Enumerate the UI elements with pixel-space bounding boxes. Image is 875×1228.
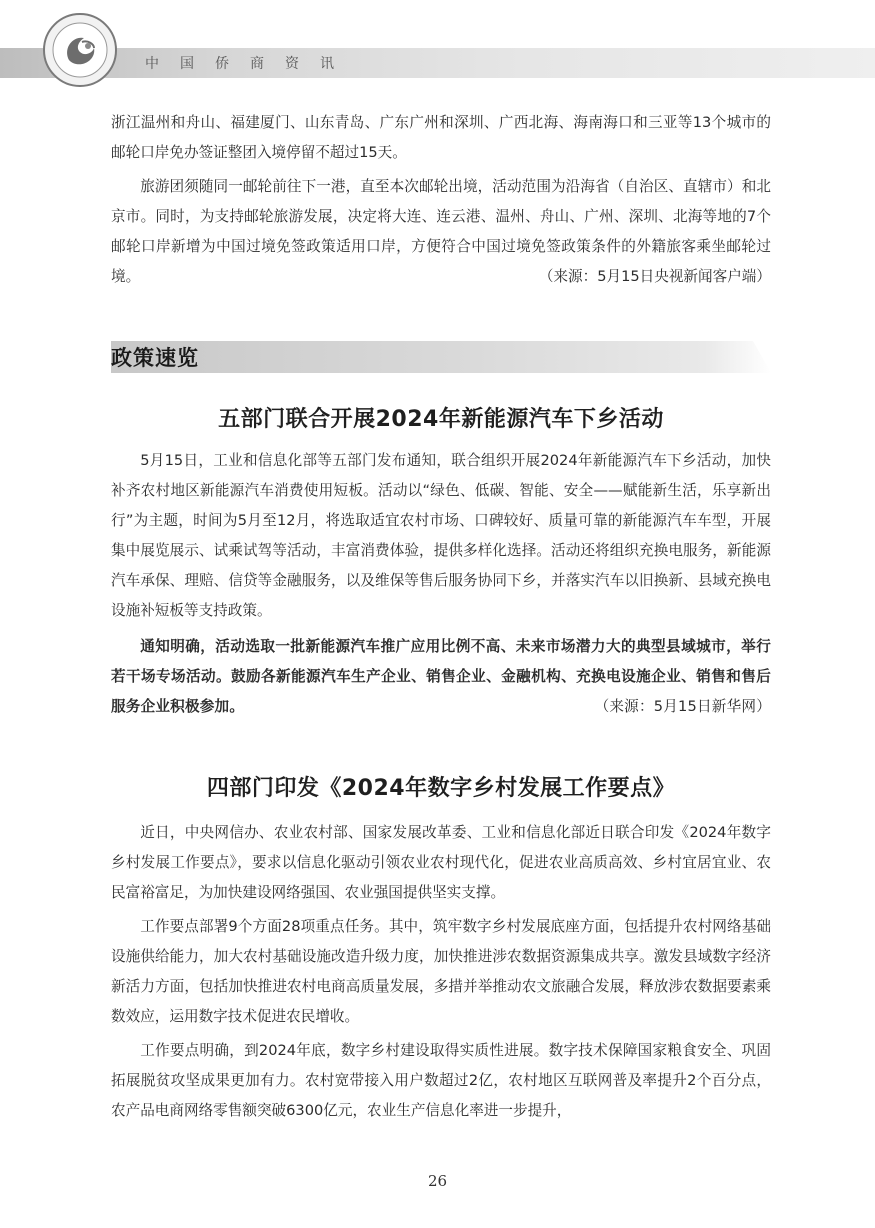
article2-body [111, 818, 771, 1126]
intro-source: （来源：5月15日央视新闻客户端） [538, 268, 771, 285]
article1-paragraph-2 [111, 632, 771, 722]
intro-paragraph-1: 浙江温州和舟山、福建厦门、山东青岛、广东广州和深圳、广西北海、海南海口和三亚等13个城市的邮轮口岸免办签证整团入境停留不超过15天。 [111, 114, 771, 161]
header-title: 中国侨商资讯 [145, 56, 355, 72]
article2-paragraph-3: 工作要点明确，到2024年底，数字乡村建设取得实质性进展。数字技术保障国家粮食安全、巩固拓展脱贫攻坚成果更加有力。农村宽带接入用户数超过2亿，农村地区互联网普及率提升2个百分点，农产品电商网络零售额突破6300亿元，农业生产信息化率进一步提升， [111, 1042, 771, 1119]
logo-emblem-icon [42, 12, 118, 88]
section-title: 政策速览 [111, 345, 199, 370]
article1-paragraph-1: 5月15日，工业和信息化部等五部门发布通知，联合组织开展2024年新能源汽车下乡活动，加快补齐农村地区新能源汽车消费使用短板。活动以“绿色、低碳、智能、安全——赋能新生活，乐享新出行”为主题，时间为5月至12月，将选取适宜农村市场、口碑较好、质量可靠的新能源汽车车型，开展集中展览展示、试乘试驾等活动，丰富消费体验，提供多样化选择。活动还将组织充换电服务，新能源汽车承保、理赔、信贷等金融服务，以及维保等售后服务协同下乡，并落实汽车以旧换新、县域充换电设施补短板等支持政策。 [111, 452, 771, 619]
header-band [0, 48, 875, 78]
intro-paragraph-2-text: 旅游团须随同一邮轮前往下一港，直至本次邮轮出境，活动范围为沿海省（自治区、直辖市）和北京市。同时，为支持邮轮旅游发展，决定将大连、连云港、温州、舟山、广州、深圳、北海等地的7个邮轮口岸新增为中国过境免签政策适用口岸，方便符合中国过境免签政策条件的外籍旅客乘坐邮轮过境。 [111, 178, 771, 285]
article2-title: 四部门印发《2024年数字乡村发展工作要点》 [206, 776, 676, 801]
article2-paragraph-2: 工作要点部署9个方面28项重点任务。其中，筑牢数字乡村发展底座方面，包括提升农村网络基础设施供给能力，加大农村基础设施改造升级力度，加快推进涉农数据资源集成共享。激发县域数字经济新活力方面，包括加快推进农村电商高质量发展，多措并举推动农文旅融合发展，释放涉农数据要素乘数效应，运用数字技术促进农民增收。 [111, 918, 771, 1025]
article2-paragraph-1: 近日，中央网信办、农业农村部、国家发展改革委、工业和信息化部近日联合印发《2024年数字乡村发展工作要点》，要求以信息化驱动引领农业农村现代化，促进农业高质高效、乡村宜居宜业、农民富裕富足，为加快建设网络强国、农业强国提供坚实支撑。 [111, 824, 771, 901]
article1-paragraph-2-text: 通知明确，活动选取一批新能源汽车推广应用比例不高、未来市场潜力大的典型县域城市，举行若干场专场活动。鼓励各新能源汽车生产企业、销售企业、金融机构、充换电设施企业、销售和售后服务企业积极参加。 [111, 638, 771, 715]
article1-title: 五部门联合开展2024年新能源汽车下乡活动 [218, 407, 664, 432]
section-band [111, 341, 771, 373]
article1-source: （来源：5月15日新华网） [594, 698, 771, 715]
intro-block [111, 108, 771, 292]
page-number: 26 [427, 1172, 448, 1190]
intro-paragraph-2 [111, 172, 771, 292]
article1-body [111, 446, 771, 722]
